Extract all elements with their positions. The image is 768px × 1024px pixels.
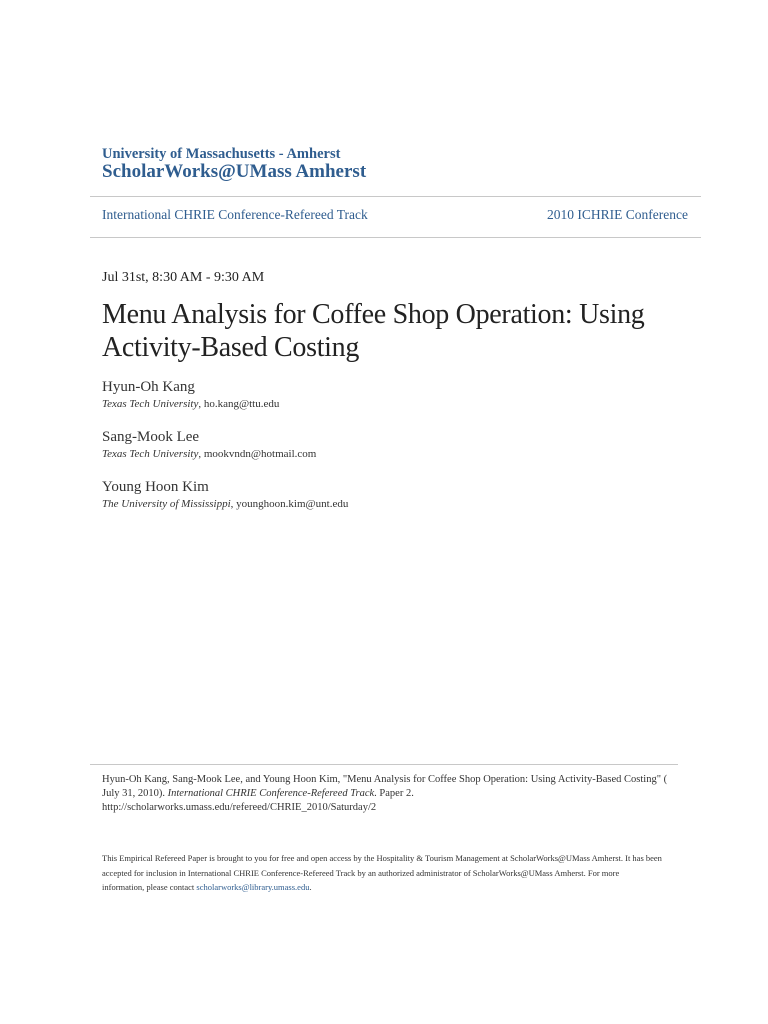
author-name: Sang-Mook Lee bbox=[102, 429, 200, 445]
conference-link[interactable]: 2010 ICHRIE Conference bbox=[547, 207, 688, 222]
citation-paper-number: . Paper 2. bbox=[374, 788, 414, 799]
author-affiliation bbox=[102, 398, 279, 410]
citation-journal: International CHRIE Conference-Refereed Track bbox=[167, 788, 375, 799]
notice-end: . bbox=[309, 882, 312, 892]
citation bbox=[102, 773, 672, 815]
author-institution: The University of Mississippi bbox=[102, 498, 231, 510]
header-divider bbox=[90, 196, 701, 197]
paper-title: Menu Analysis for Coffee Shop Operation: Using Activity-Based Costing bbox=[102, 299, 645, 363]
repository-name: ScholarWorks@UMass Amherst bbox=[102, 161, 367, 182]
author-affiliation bbox=[102, 448, 316, 460]
author-institution: Texas Tech University bbox=[102, 448, 199, 460]
session-date: Jul 31st, 8:30 AM - 9:30 AM bbox=[102, 270, 265, 285]
access-notice bbox=[102, 851, 662, 895]
author-name: Hyun-Oh Kang bbox=[102, 379, 195, 395]
citation-text: Hyun-Oh Kang, Sang-Mook Lee, and Young Hoon Kim, "Menu Analysis for Coffee Shop Operation: Using Activity-Based Costing" ( July 31, 2010). bbox=[102, 774, 668, 799]
notice-text: This Empirical Refereed Paper is brought to you for free and open access by the Hospitality & Tourism Management at ScholarWorks@UMass Amherst. It has been accepted for inclusion in International CHRIE Conference-Refereed Track by an authorized administrator of ScholarWorks@UMass Amherst. For more information, please contact bbox=[102, 853, 662, 892]
citation-divider bbox=[90, 764, 678, 765]
author-email: , ho.kang@ttu.edu bbox=[198, 398, 280, 410]
nav-divider bbox=[90, 237, 701, 238]
author-block bbox=[102, 429, 316, 460]
series-link[interactable]: International CHRIE Conference-Refereed Track bbox=[102, 207, 368, 222]
author-email: , younghoon.kim@unt.edu bbox=[230, 498, 349, 510]
author-affiliation bbox=[102, 498, 348, 510]
author-block bbox=[102, 479, 348, 510]
author-email: , mookvndn@hotmail.com bbox=[198, 448, 317, 460]
author-institution: Texas Tech University bbox=[102, 398, 199, 410]
contact-email-link[interactable]: scholarworks@library.umass.edu bbox=[196, 882, 310, 892]
author-name: Young Hoon Kim bbox=[102, 479, 209, 495]
citation-url: http://scholarworks.umass.edu/refereed/CHRIE_2010/Saturday/2 bbox=[102, 802, 377, 813]
institution-name: University of Massachusetts - Amherst bbox=[102, 146, 341, 162]
author-block bbox=[102, 379, 279, 410]
